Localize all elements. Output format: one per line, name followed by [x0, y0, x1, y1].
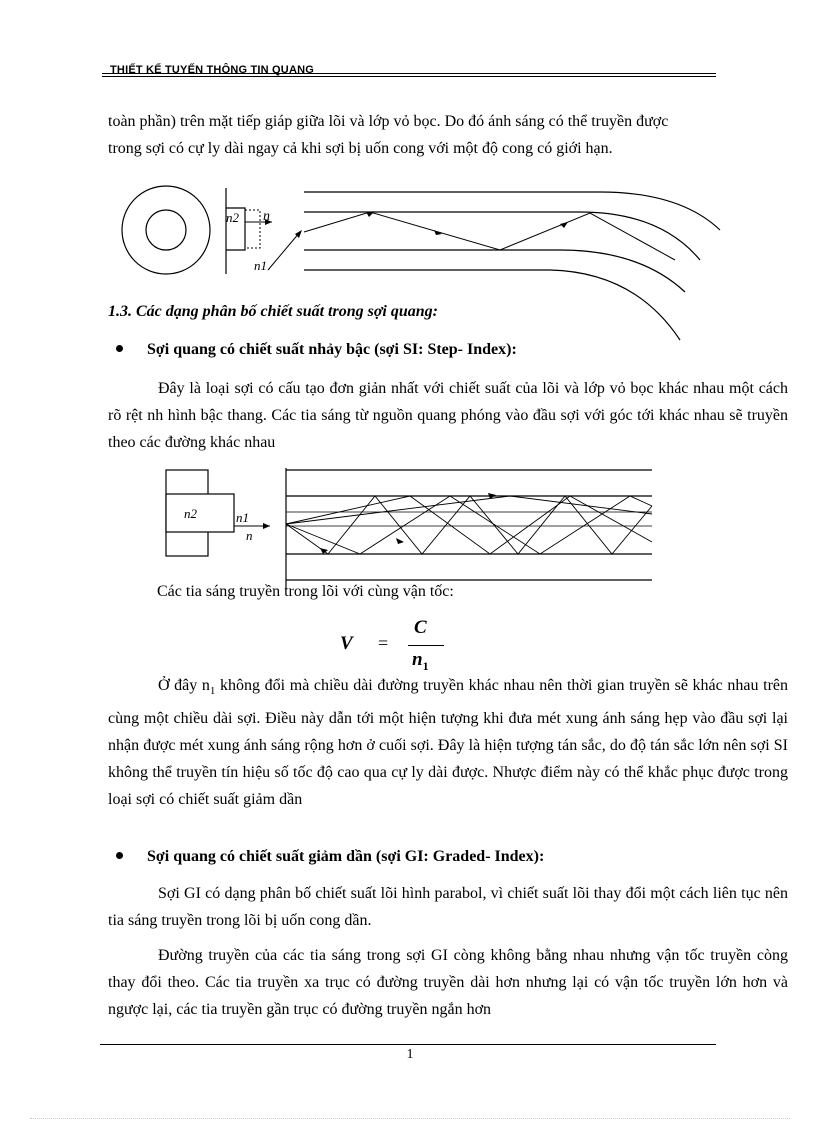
fig2-arrow-2: [396, 538, 404, 544]
bullet-si: [116, 341, 517, 359]
page-bottom-edge: [30, 1118, 790, 1119]
fig2-label-n2: n2: [184, 506, 197, 521]
bullet-si-text: Sợi quang có chiết suất nhảy bậc (sợi SI: Step- Index):: [147, 341, 517, 358]
fraction-bar: [408, 645, 444, 646]
document-header-title: THIẾT KẾ TUYẾN THÔNG TIN QUANG: [110, 64, 314, 76]
formula-velocity: [340, 615, 460, 675]
intro-line-1: toàn phần) trên mặt tiếp giáp giữa lõi và lớp vỏ bọc. Do đó ánh sáng có thể truyền được: [108, 113, 669, 130]
ray-b: [286, 496, 652, 554]
intro-line-2: trong sợi có cự ly dài ngay cả khi sợi bị uốn cong với một độ cong có giới hạn.: [108, 140, 613, 157]
bullet-dot-icon: [116, 345, 123, 352]
si-description: Đây là loại sợi có cấu tạo đơn giản nhất với chiết suất của lõi và lớp vỏ bọc khác nhau một cách rõ rệt nh hình bậc thang. Các tia sáng từ nguồn quang phóng vào đầu sợi với góc tới khác nhau sẽ truyền theo các đường khác nhau: [108, 380, 788, 451]
footer-rule: [100, 1044, 716, 1045]
profile-dashed: [245, 210, 260, 248]
core-circle: [146, 210, 186, 250]
ray-a: [286, 496, 652, 554]
header-rule-bottom: [102, 76, 716, 77]
formula-lhs: V: [340, 633, 353, 654]
label-n1: n1: [254, 258, 267, 273]
figure-step-index: [160, 462, 660, 592]
intro-paragraph: [108, 108, 788, 162]
formula-den-letter: n: [412, 649, 423, 670]
dispersion-n1-sub: 1: [209, 685, 216, 698]
page-number: 1: [406, 1047, 414, 1062]
dispersion-text-a: Ở đây n: [158, 677, 210, 694]
label-n: n: [263, 209, 270, 224]
fig2-label-n: n: [246, 528, 253, 543]
same-speed-line: Các tia sáng truyền trong lõi với cùng vận tốc:: [157, 583, 454, 600]
bullet-dot-icon: [116, 852, 123, 859]
bullet-gi-text: Sợi quang có chiết suất giảm dần (sợi GI: Graded- Index):: [147, 848, 545, 865]
fiber-outer-top: [304, 192, 720, 230]
dispersion-text-b: không đổi mà chiều dài đường truyền khác nhau nên thời gian truyền sẽ khác nhau trên cùng một chiều dài sợi. Điều này dẫn tới một hiện tượng khi đưa mét xung ánh sáng hẹp vào đầu sợi lại nhận được mét xung ánh sáng rộng hơn ở cuối sợi. Đây là hiện tượng tán sắc, do độ tán sắc lớn nên sợi SI không thể truyền tín hiệu số tốc độ cao qua cự ly dài được. Nhược điểm này có thể khắc phục được trong loại sợi có chiết suất giảm dần: [108, 677, 788, 809]
ray-arrow-1: [366, 212, 374, 217]
formula-numerator: C: [414, 617, 427, 638]
gi-path-paragraph: Đường truyền của các tia sáng trong sợi GI còng không bằng nhau nhưng vận tốc truyền còng thay đổi theo. Các tia truyền xa trục có đường truyền dài hơn nhưng lại có vận tốc truyền lớn hơn và ngược lại, các tia truyền gần trục có đường truyền ngắn hơn: [108, 947, 788, 1018]
fig2-n-arrow-head: [263, 523, 270, 529]
fiber-core-bottom: [304, 250, 685, 292]
profile-core: [166, 494, 234, 532]
cladding-circle: [122, 186, 210, 274]
bullet-gi: [116, 848, 544, 866]
header-rule-top: [102, 73, 716, 74]
gi-description: Sợi GI có dạng phân bố chiết suất lõi hình parabol, vì chiết suất lõi thay đổi một cách liên tục nên tia sáng truyền trong lõi bị uốn cong dần.: [108, 885, 788, 929]
ray-arrow-3: [560, 222, 568, 228]
incident-ray: [268, 232, 300, 270]
fig2-label-n1: n1: [236, 510, 249, 525]
formula-den-sub: 1: [422, 658, 429, 673]
ray-d: [286, 496, 652, 554]
dispersion-paragraph: [108, 672, 788, 813]
reflected-ray: [304, 212, 675, 260]
formula-equals: =: [378, 633, 389, 653]
section-heading-1-3: 1.3. Các dạng phân bố chiết suất trong sợi quang:: [108, 303, 438, 320]
formula-denominator: [412, 649, 429, 674]
label-n2: n2: [226, 210, 239, 225]
ray-c: [286, 496, 652, 524]
fiber-core-top: [304, 212, 700, 260]
